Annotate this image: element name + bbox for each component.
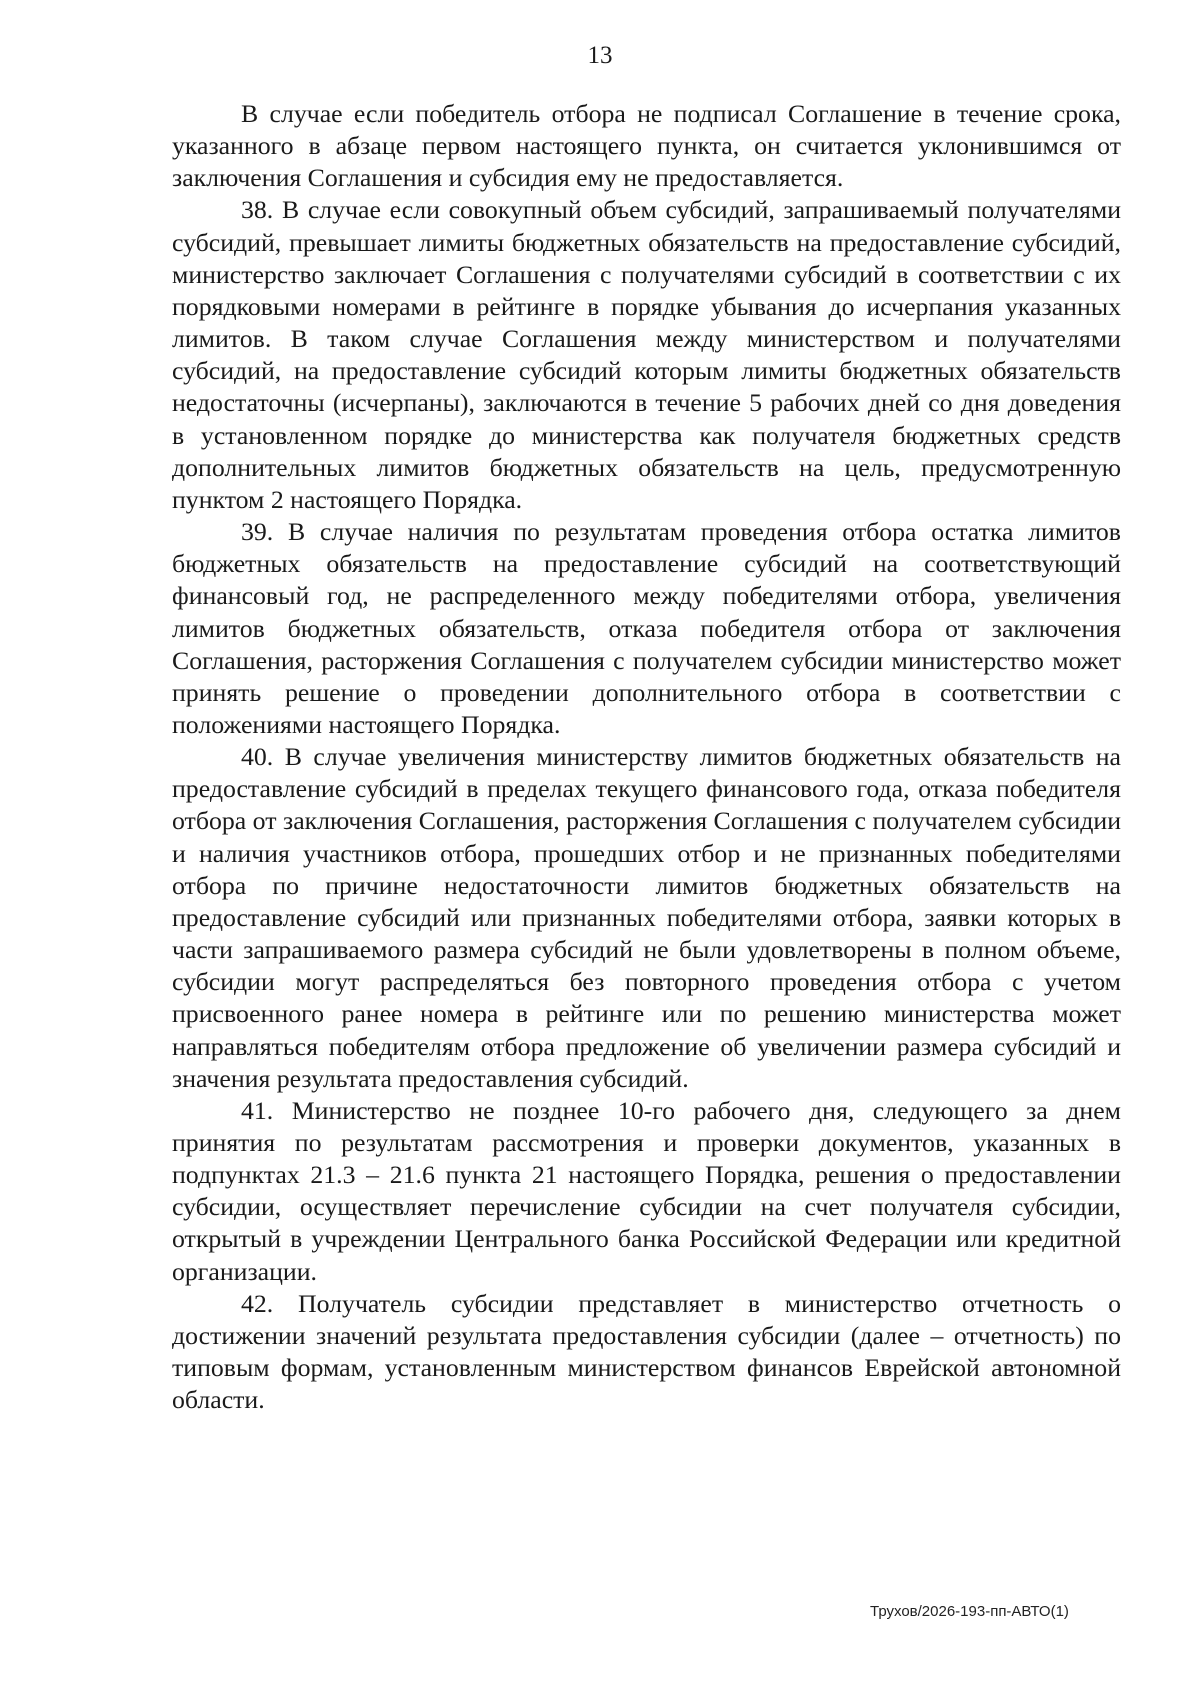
paragraph-39: 39. В случае наличия по результатам проведения отбора остатка лимитов бюджетных обязательств на предоставление субсидий на соответствующий финансовый год, не распределенного между победителями отбора, увеличения лимитов бюджетных обязательств, отказа победителя отбора от заключения Соглашения, расторжения Соглашения с получателем субсидии министерство может принять решение о проведении дополнительного отбора в соответствии с положениями настоящего Порядка.	[172, 517, 1121, 739]
paragraph-40: 40. В случае увеличения министерству лимитов бюджетных обязательств на предоставление субсидий в пределах текущего финансового года, отказа победителя отбора от заключения Соглашения, расторжения Соглашения с получателем субсидии и наличия участников отбора, прошедших отбор и не признанных победителями отбора по причине недостаточности лимитов бюджетных обязательств на предоставление субсидий или признанных победителями отбора, заявки которых в части запрашиваемого размера субсидий не были удовлетворены в полном объеме, субсидии могут распределяться без повторного проведения отбора с учетом присвоенного ранее номера в рейтинге или по решению министерства может направляться победителям отбора предложение об увеличении размера субсидий и значения результата предоставления субсидий.	[172, 742, 1121, 1093]
document-body	[172, 98, 1121, 1416]
paragraph-38: 38. В случае если совокупный объем субсидий, запрашиваемый получателями субсидий, превышает лимиты бюджетных обязательств на предоставление субсидий, министерство заключает Соглашения с получателями субсидий в соответствии с их порядковыми номерами в рейтинге в порядке убывания до исчерпания указанных лимитов. В таком случае Соглашения между министерством и получателями субсидий, на предоставление субсидий которым лимиты бюджетных обязательств недостаточны (исчерпаны), заключаются в течение 5 рабочих дней со дня доведения в установленном порядке до министерства как получателя бюджетных средств дополнительных лимитов бюджетных обязательств на цель, предусмотренную пунктом 2 настоящего Порядка.	[172, 195, 1121, 514]
paragraph-41: 41. Министерство не позднее 10-го рабочего дня, следующего за днем принятия по результатам рассмотрения и проверки документов, указанных в подпунктах 21.3 – 21.6 пункта 21 настоящего Порядка, решения о предоставлении субсидии, осуществляет перечисление субсидии на счет получателя субсидии, открытый в учреждении Центрального банка Российской Федерации или кредитной организации.	[172, 1095, 1121, 1286]
page-number: 13	[587, 42, 613, 69]
paragraph-refusal-to-sign: В случае если победитель отбора не подписал Соглашение в течение срока, указанного в абзаце первом настоящего пункта, он считается уклонившимся от заключения Соглашения и субсидия ему не предоставляется.	[172, 99, 1121, 193]
document-footer-code: Трухов/2026-193-пп-АВТО(1)	[870, 1603, 1069, 1620]
paragraph-42: 42. Получатель субсидии представляет в министерство отчетность о достижении значений результата предоставления субсидии (далее – отчетность) по типовым формам, установленным министерством финансов Еврейской автономной области.	[172, 1288, 1121, 1415]
